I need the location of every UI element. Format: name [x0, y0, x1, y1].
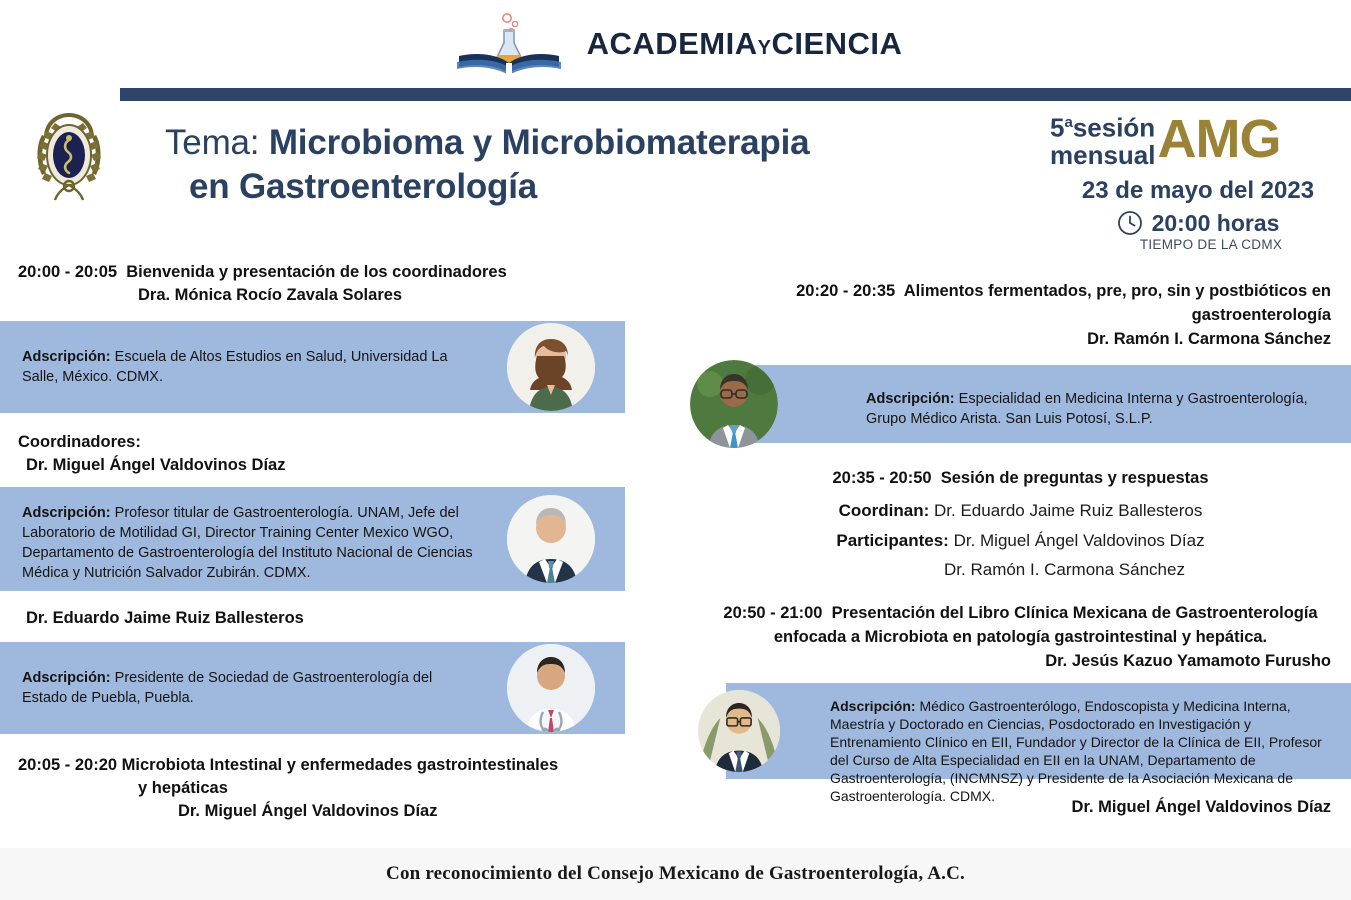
agenda-item-3-title-line-1: Alimentos fermentados, pre, pro, sin y postbióticos en	[903, 282, 1331, 300]
agenda-item-1-headline	[18, 261, 642, 284]
adscripcion-label-1: Adscripción:	[22, 349, 111, 365]
topic-title-line-1	[165, 121, 985, 165]
participantes-label: Participantes:	[836, 531, 949, 550]
session-word-2: mensual	[1050, 139, 1156, 170]
agenda-item-5-title-line-1: Presentación del Libro Clínica Mexicana de Gastroenterología	[831, 604, 1318, 622]
agenda-item-2-time: 20:05 - 20:20	[18, 756, 118, 774]
agenda-item-2-title-line-1: Microbiota Intestinal y enfermedades gastrointestinales	[121, 756, 559, 774]
adscripcion-panel-miguel	[0, 487, 625, 591]
agenda-item-4-participants-row	[690, 526, 1351, 556]
agenda-item-3-time: 20:20 - 20:35	[796, 282, 896, 300]
coordinators-heading-block	[0, 431, 660, 477]
photo-ramon-carmona	[690, 360, 778, 448]
topic-line-2: en Gastroenterología	[189, 167, 538, 206]
coordinator-2-block	[0, 607, 660, 630]
agenda-item-4-time: 20:35 - 20:50	[832, 469, 932, 487]
agenda-item-1-time: 20:00 - 20:05	[18, 263, 118, 281]
agenda-item-5-time: 20:50 - 21:00	[723, 604, 823, 622]
topic-label: Tema:	[165, 123, 260, 162]
adscripcion-panel-eduardo-text	[22, 668, 475, 708]
brand-wordmark	[587, 26, 903, 62]
footer-recognition-text: Con reconocimiento del Consejo Mexicano de Gastroenterología, A.C.	[386, 863, 965, 884]
adscripcion-text-5: Médico Gastroenterólogo, Endoscopista y Medicina Interna, Maestría y Doctorado en Ciencias, Posdoctorado en Investigación y Entrenamiento Clínico en EII, Fundador y Director de la Clínica de EII, Profesor del Curso de Alta Especialidad en EII en la UNAM, Departamento de Gastroenterología, (INCMNSZ) y Presidente de la Asociación Mexicana de Gastroenterología. CDMX.	[830, 698, 1322, 804]
agenda-item-1-title: Bienvenida y presentación de los coordinadores	[126, 263, 507, 281]
photo-eduardo-ruiz	[507, 644, 595, 732]
adscripcion-panel-ramon	[726, 365, 1351, 443]
session-time-row	[1050, 210, 1346, 237]
agenda-item-3	[690, 279, 1351, 351]
adscripcion-panel-monica-text	[22, 347, 475, 387]
brand-conjunction: Y	[757, 37, 772, 59]
session-timezone: TIEMPO DE LA CDMX	[1139, 236, 1283, 252]
agenda-item-2-speaker: Dr. Miguel Ángel Valdovinos Díaz	[178, 802, 438, 820]
academia-seal-icon	[22, 107, 116, 207]
session-title-row	[1050, 109, 1346, 169]
topic-title-block	[165, 121, 985, 209]
amg-wordmark: AMG	[1157, 108, 1281, 169]
session-time: 20:00 horas	[1151, 209, 1280, 236]
header-band	[0, 101, 1351, 261]
agenda-item-4-title: Sesión de preguntas y respuestas	[940, 469, 1209, 487]
topic-line-1: Microbioma y Microbiomaterapia	[268, 123, 810, 162]
session-words	[1050, 109, 1156, 169]
session-date: 23 de mayo del 2023	[1081, 176, 1315, 204]
session-ordinal: 5	[1050, 112, 1065, 143]
agenda-item-3-headline	[690, 279, 1351, 303]
agenda-item-1	[0, 261, 660, 307]
adscripcion-panel-miguel-text	[22, 503, 475, 583]
adscripcion-panel-ramon-text	[866, 389, 1331, 429]
adscripcion-panel-monica	[0, 321, 625, 413]
coordinator-2-name: Dr. Eduardo Jaime Ruiz Ballesteros	[26, 609, 304, 627]
agenda-item-5-title-line-2: enfocada a Microbiota en patología gastrointestinal y hepática.	[773, 628, 1268, 646]
agenda-item-5	[690, 601, 1351, 673]
coordinan-label: Coordinan:	[838, 501, 930, 520]
brand-second: CIENCIA	[771, 26, 903, 61]
adscripcion-panel-jesus-text	[830, 697, 1335, 805]
adscripcion-label-4: Adscripción:	[866, 391, 955, 407]
agenda-item-4-headline	[690, 469, 1351, 488]
adscripcion-text-4: Especialidad en Medicina Interna y Gastroenterología, Grupo Médico Arista. San Luis Potosí, S.L.P.	[866, 391, 1308, 427]
adscripcion-text-2: Profesor titular de Gastroenterología. UNAM, Jefe del Laboratorio de Motilidad GI, Director Training Center Mexico WGO, Departamento de Gastroenterología del Instituto Nacional de Ciencias Médica y Nutrición Salvador Zubirán. CDMX.	[22, 505, 473, 581]
photo-monica-zavala	[507, 323, 595, 411]
agenda-item-5-speaker: Dr. Jesús Kazuo Yamamoto Furusho	[1045, 652, 1331, 670]
agenda-item-2-title-line-2: y hepáticas	[138, 779, 228, 797]
agenda-column-left	[0, 261, 660, 823]
session-ordinal-suffix: a	[1064, 114, 1073, 131]
navy-divider-rule	[120, 88, 1351, 101]
footer-band	[0, 848, 1351, 900]
participante-2: Dr. Ramón I. Carmona Sánchez	[944, 560, 1185, 579]
adscripcion-text-3: Presidente de Sociedad de Gastroenterología del Estado de Puebla, Puebla.	[22, 670, 433, 706]
agenda-item-1-speaker: Dra. Mónica Rocío Zavala Solares	[138, 286, 403, 304]
adscripcion-panel-jesus	[726, 683, 1351, 804]
adscripcion-label-3: Adscripción:	[22, 670, 111, 686]
agenda-item-2-headline	[18, 754, 642, 777]
session-info-block	[1050, 109, 1346, 252]
coordinan-value: Dr. Eduardo Jaime Ruiz Ballesteros	[934, 501, 1203, 520]
adscripcion-label-5: Adscripción:	[830, 698, 916, 714]
agenda-column-right	[690, 261, 1351, 819]
participante-1: Dr. Miguel Ángel Valdovinos Díaz	[953, 531, 1205, 550]
adscripcion-label-2: Adscripción:	[22, 505, 111, 521]
coordinator-1-name: Dr. Miguel Ángel Valdovinos Díaz	[26, 456, 286, 474]
adscripcion-panel-eduardo	[0, 642, 625, 734]
closing-speaker: Dr. Miguel Ángel Valdovinos Díaz	[1071, 798, 1331, 816]
agenda-item-4-coordinator-row	[690, 496, 1351, 526]
session-word-1: sesión	[1072, 112, 1156, 143]
clock-icon	[1117, 210, 1143, 236]
agenda-item-2	[0, 754, 660, 823]
agenda-item-3-title-line-2: gastroenterología	[1191, 306, 1331, 324]
masthead	[0, 0, 1351, 88]
agenda-item-5-headline	[690, 601, 1351, 625]
agenda-item-3-speaker: Dr. Ramón I. Carmona Sánchez	[1087, 330, 1331, 348]
coordinators-label: Coordinadores:	[18, 433, 141, 451]
brand-main: ACADEMIA	[586, 26, 758, 61]
adscripcion-text-1: Escuela de Altos Estudios en Salud, Universidad La Salle, México. CDMX.	[22, 349, 448, 385]
agenda-item-4	[690, 469, 1351, 583]
book-flask-icon	[449, 11, 569, 77]
photo-miguel-valdovinos	[507, 495, 595, 583]
photo-jesus-yamamoto	[698, 690, 780, 772]
